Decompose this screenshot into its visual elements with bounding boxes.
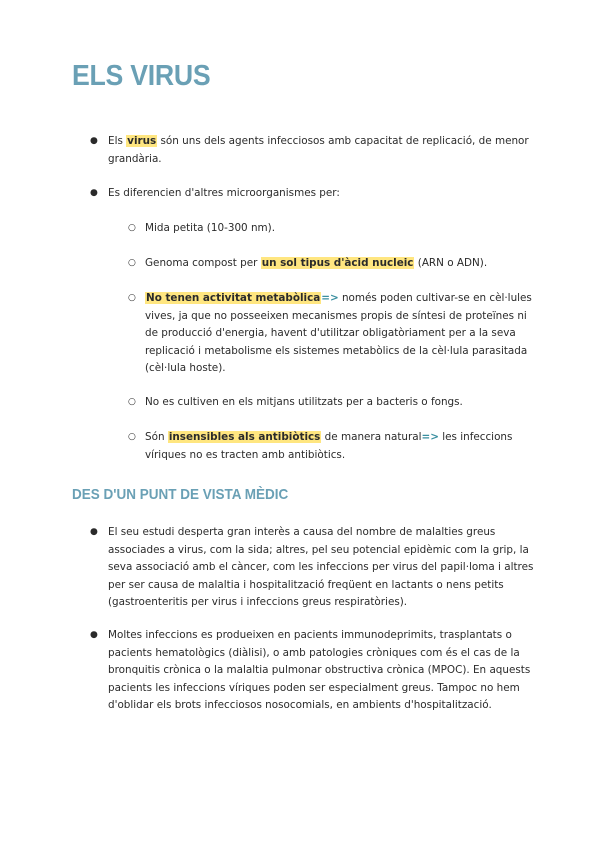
text-run: Els <box>108 135 127 147</box>
highlight-no-metabolism: No tenen activitat metabòlica <box>146 292 321 304</box>
bullet-medical-interest: El seu estudi desperta gran interès a causa del nombre de malalties greus associades a virus, com la sida; altres, pel seu potencial epidèmic com la grip, la seva associació amb el càncer, com les infeccions per virus del papil·loma i altres per ser causa de malaltia i hospitalització freqüent en lactants o nens petits (gastroenteritis per virus i infeccions greus respiratòries). <box>108 526 534 608</box>
text-run: Genoma compost per <box>145 257 261 269</box>
sub-bullet-genome <box>145 255 537 273</box>
sub-bullet-marker: ○ <box>128 397 136 407</box>
bullet-immunodeprived: Moltes infeccions es produeixen en pacients immunodeprimits, trasplantats o pacients hematològics (diàlisi), o amb patologies cròniques com és el cas de la bronquitis crònica o la malaltia pulmonar obstructiva crònica (MPOC). En aquests pacients les infeccions víriques poden ser especialment greus. Tampoc no hem d'oblidar els brots infecciosos nosocomials, en ambients d'hospitalització. <box>108 629 531 711</box>
arrow-symbol: => <box>321 292 339 304</box>
text-run: les infeccions víriques no es tracten amb antibiòtics. <box>145 431 513 461</box>
bullet-marker: ● <box>90 188 98 198</box>
sub-bullet-marker: ○ <box>128 432 136 442</box>
highlight-virus: virus <box>127 135 157 147</box>
page-title: ELS VIRUS <box>72 60 211 92</box>
section-heading: DES D'UN PUNT DE VISTA MÈDIC <box>72 486 289 503</box>
sub-bullet-antibiotics <box>145 429 537 464</box>
sub-bullet-marker: ○ <box>128 258 136 268</box>
bullet-marker: ● <box>90 136 98 146</box>
sub-bullet-size: Mida petita (10-300 nm). <box>145 222 276 234</box>
bullet-marker: ● <box>90 630 98 640</box>
bullet-virus-definition <box>108 133 538 168</box>
text-run: són uns dels agents infecciosos amb capacitat de replicació, de menor grandària. <box>108 135 529 165</box>
highlight-antibiotics: insensibles als antibiòtics <box>168 431 321 443</box>
text-run: Són <box>145 431 168 443</box>
highlight-nucleic-acid: un sol tipus d'àcid nucleic <box>261 257 414 269</box>
sub-bullet-marker: ○ <box>128 293 136 303</box>
bullet-marker: ● <box>90 527 98 537</box>
text-run: (ARN o ADN). <box>414 257 488 269</box>
sub-bullet-metabolism <box>145 290 537 378</box>
text-run: de manera natural <box>321 431 422 443</box>
bullet-differences-intro: Es diferencien d'altres microorganismes per: <box>108 187 340 199</box>
sub-bullet-marker: ○ <box>128 223 136 233</box>
arrow-symbol: => <box>421 431 439 443</box>
text-run: només poden cultivar-se en cèl·lules vives, ja que no posseeixen mecanismes propis de síntesi de proteïnes ni de producció d'energia, havent d'utilitzar obligatòriament per a la seva replicació i metabolisme els sistemes metabòlics de la cèl·lula parasitada (cèl·lula hoste). <box>145 292 532 374</box>
sub-bullet-culture: No es cultiven en els mitjans utilitzats per a bacteris o fongs. <box>145 396 463 408</box>
